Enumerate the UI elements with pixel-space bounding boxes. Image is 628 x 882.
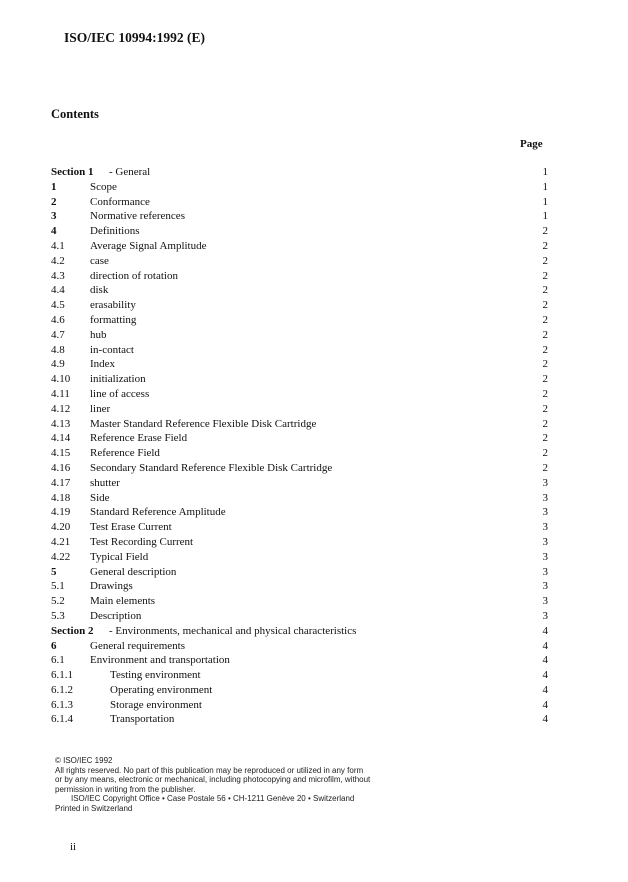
toc-entry-number: 2 (51, 195, 57, 208)
toc-entry (51, 535, 548, 550)
toc-entry (51, 520, 548, 535)
toc-entry-title: disk (90, 284, 109, 297)
toc-entry-title: shutter (90, 476, 120, 489)
toc-entry-title: Transportation (110, 713, 175, 726)
toc-entry (51, 698, 548, 713)
toc-entry (51, 417, 548, 432)
copyright-line: © ISO/IEC 1992 (55, 756, 113, 765)
toc-entry-number: 4.14 (51, 432, 71, 445)
toc-entry-page: 4 (542, 698, 548, 711)
toc-entry-number: 4.20 (51, 521, 71, 534)
toc-entry-number: 5.2 (51, 595, 65, 608)
toc-entry-page: 2 (542, 447, 548, 460)
toc-entry-page: 3 (542, 476, 548, 489)
toc-entry-title: - Environments, mechanical and physical characteristics (109, 624, 357, 637)
toc-entry (51, 239, 548, 254)
copyright-notice (55, 756, 415, 813)
toc-entry-title: Master Standard Reference Flexible Disk Cartridge (90, 417, 317, 430)
toc-entry-number: 3 (51, 210, 57, 223)
toc-entry-page: 2 (542, 225, 548, 238)
toc-entry-number: 4.4 (51, 284, 65, 297)
toc-entry (51, 505, 548, 520)
toc-entry-title: - General (109, 166, 151, 178)
copyright-permission: permission in writing from the publisher. (55, 784, 196, 794)
toc-entry-title: Reference Field (90, 447, 160, 460)
toc-entry (51, 357, 548, 372)
toc-entry-page: 2 (542, 313, 548, 326)
toc-entry-number: 4.2 (51, 254, 65, 267)
toc-entry-title: formatting (90, 313, 137, 326)
toc-entry-number: 5.1 (51, 580, 65, 593)
toc-entry-title: in-contact (90, 343, 134, 356)
toc-entry (51, 195, 548, 210)
toc-entry-number: 4.11 (51, 387, 70, 400)
toc-entry-page: 2 (542, 417, 548, 430)
toc-entry-title: Testing environment (110, 669, 201, 682)
toc-entry-title: Scope (90, 180, 117, 193)
toc-entry-title: Storage environment (110, 698, 202, 711)
toc-entry-page: 2 (542, 343, 548, 356)
toc-entry-page: 3 (542, 595, 548, 608)
toc-entry (51, 653, 548, 668)
toc-entry-page: 3 (542, 521, 548, 534)
toc-entry-number: 4.19 (51, 506, 71, 519)
toc-entry-number: 6.1.1 (51, 669, 73, 682)
toc-entry-page: 2 (542, 254, 548, 267)
toc-entry (51, 372, 548, 387)
toc-entry-number: 5 (51, 565, 57, 578)
toc-entry-number: 4.13 (51, 417, 71, 430)
toc-entry-number: 4.5 (51, 299, 65, 312)
toc-entry-page: 3 (542, 609, 548, 622)
toc-entry-title: Average Signal Amplitude (90, 239, 207, 252)
toc-entry (51, 313, 548, 328)
toc-entry-number: Section 1 (51, 166, 94, 178)
page-number: ii (70, 841, 77, 853)
toc-entry-number: 6 (51, 639, 57, 652)
toc-entry-title: liner (90, 402, 111, 415)
toc-entry-page: 2 (542, 269, 548, 282)
toc-entry-number: 4.1 (51, 239, 65, 252)
toc-entry (51, 476, 548, 491)
toc-entry-number: 4.7 (51, 328, 65, 341)
toc-entry-title: Reference Erase Field (90, 432, 188, 445)
toc-entry (51, 224, 548, 239)
toc-entry-page: 4 (542, 654, 548, 667)
toc-entry-number: 4.15 (51, 447, 71, 460)
toc-entry-page: 2 (542, 284, 548, 297)
copyright-rights-cont: or by any means, electronic or mechanical, including photocopying and microfilm, without (55, 775, 371, 784)
toc-entry-number: 4 (51, 225, 57, 238)
toc-entry (51, 343, 548, 358)
toc-entry-number: 4.17 (51, 476, 71, 489)
toc-entry-number: 4.8 (51, 343, 65, 356)
toc-entry-title: Main elements (90, 595, 156, 608)
toc-entry-number: 6.1.3 (51, 698, 73, 711)
toc-entry-page: 2 (542, 358, 548, 371)
toc-entry-number: 6.1.4 (51, 713, 73, 726)
toc-entry (51, 328, 548, 343)
toc-entry-title: General description (90, 565, 177, 578)
toc-entry-page: 3 (542, 535, 548, 548)
page-column-label: Page (520, 138, 543, 150)
toc-entry-title: Test Recording Current (90, 535, 194, 548)
toc-entry-title: Side (90, 491, 110, 504)
toc-entry-number: 4.21 (51, 535, 71, 548)
toc-entry-title: Operating environment (110, 683, 213, 696)
toc-entry (51, 594, 548, 609)
copyright-office: ISO/IEC Copyright Office • Case Postale 56 • CH-1211 Genève 20 • Switzerland (71, 794, 355, 803)
toc-entry-title: line of access (90, 387, 150, 400)
toc-entry-title: Definitions (90, 225, 140, 238)
toc-entry (51, 446, 548, 461)
toc-entry-number: 6.1.2 (51, 683, 73, 696)
toc-entry-number: 4.22 (51, 550, 71, 563)
toc-entry-page: 2 (542, 461, 548, 474)
toc-entry (51, 579, 548, 594)
toc-entry-title: initialization (90, 373, 146, 386)
toc-entry-number: 4.16 (51, 461, 71, 474)
toc-entry (51, 712, 548, 727)
toc-entry-page: 2 (542, 373, 548, 386)
toc-entry-title: Drawings (90, 580, 133, 593)
toc-entry-page: 4 (542, 713, 548, 726)
toc-entry-page: 3 (542, 565, 548, 578)
toc-entry-number: 4.3 (51, 269, 65, 282)
toc-entry (51, 565, 548, 580)
toc-entry (51, 283, 548, 298)
toc-entry (51, 180, 548, 195)
toc-entry-title: case (90, 254, 109, 267)
toc-entry-page: 2 (542, 328, 548, 341)
toc-entry (51, 298, 548, 313)
toc-entry-title: General requirements (90, 639, 185, 652)
toc-entry-page: 3 (542, 506, 548, 519)
toc-entry-title: Conformance (90, 195, 150, 208)
toc-entry (51, 491, 548, 506)
toc-entry (51, 269, 548, 284)
toc-entry-page: 3 (542, 580, 548, 593)
printed-in: Printed in Switzerland (55, 803, 133, 813)
toc-entry-number: Section 2 (51, 624, 94, 637)
toc-entry-title: Normative references (90, 210, 185, 223)
standard-title: ISO/IEC 10994:1992 (E) (64, 30, 206, 45)
toc-entry-page: 4 (542, 669, 548, 682)
toc-entry-page: 1 (542, 166, 548, 178)
toc-entry (51, 609, 548, 624)
toc-entry-page: 3 (542, 550, 548, 563)
toc-entry-page: 1 (542, 195, 548, 208)
toc-entry (51, 683, 548, 698)
toc-entry-title: Standard Reference Amplitude (90, 506, 226, 519)
toc-entry (51, 461, 548, 476)
toc-entry-page: 2 (542, 432, 548, 445)
toc-entry (51, 550, 548, 565)
toc-entry (51, 254, 548, 269)
toc-entry (51, 165, 548, 180)
toc-entry-title: Test Erase Current (90, 521, 172, 534)
toc-entry-number: 4.12 (51, 402, 71, 415)
toc-entry-title: Environment and transportation (90, 654, 230, 667)
toc-entry (51, 387, 548, 402)
toc-entry-title: hub (90, 328, 107, 341)
toc-entry-page: 2 (542, 402, 548, 415)
toc-entry-page: 2 (542, 239, 548, 252)
toc-entry (51, 624, 548, 639)
toc-entry (51, 402, 548, 417)
toc-entry (51, 668, 548, 683)
toc-entry-page: 2 (542, 299, 548, 312)
toc-entry-title: Secondary Standard Reference Flexible Disk Cartridge (90, 461, 333, 474)
toc-entry-page: 4 (542, 624, 548, 637)
toc-entry (51, 639, 548, 654)
toc-entry-number: 6.1 (51, 654, 65, 667)
toc-entry-page: 4 (542, 639, 548, 652)
toc-entry-number: 4.9 (51, 358, 65, 371)
toc-entry-number: 4.18 (51, 491, 71, 504)
toc-entry-page: 3 (542, 491, 548, 504)
toc-entry-number: 5.3 (51, 609, 65, 622)
toc-entry-title: erasability (90, 299, 136, 312)
contents-heading: Contents (51, 107, 99, 121)
toc-entry-number: 4.10 (51, 373, 71, 386)
toc-entry-page: 1 (542, 210, 548, 223)
toc-entry-page: 2 (542, 387, 548, 400)
table-of-contents (51, 165, 548, 727)
toc-entry (51, 431, 548, 446)
toc-entry-title: Description (90, 609, 142, 622)
toc-entry-title: Index (90, 358, 116, 371)
toc-entry-title: direction of rotation (90, 269, 178, 282)
toc-entry-number: 1 (51, 180, 57, 193)
toc-entry-page: 1 (542, 180, 548, 193)
toc-entry (51, 209, 548, 224)
toc-entry-page: 4 (542, 683, 548, 696)
copyright-rights: All rights reserved. No part of this publication may be reproduced or utilized in any form (55, 765, 364, 775)
toc-entry-number: 4.6 (51, 313, 65, 326)
toc-entry-title: Typical Field (90, 550, 149, 563)
